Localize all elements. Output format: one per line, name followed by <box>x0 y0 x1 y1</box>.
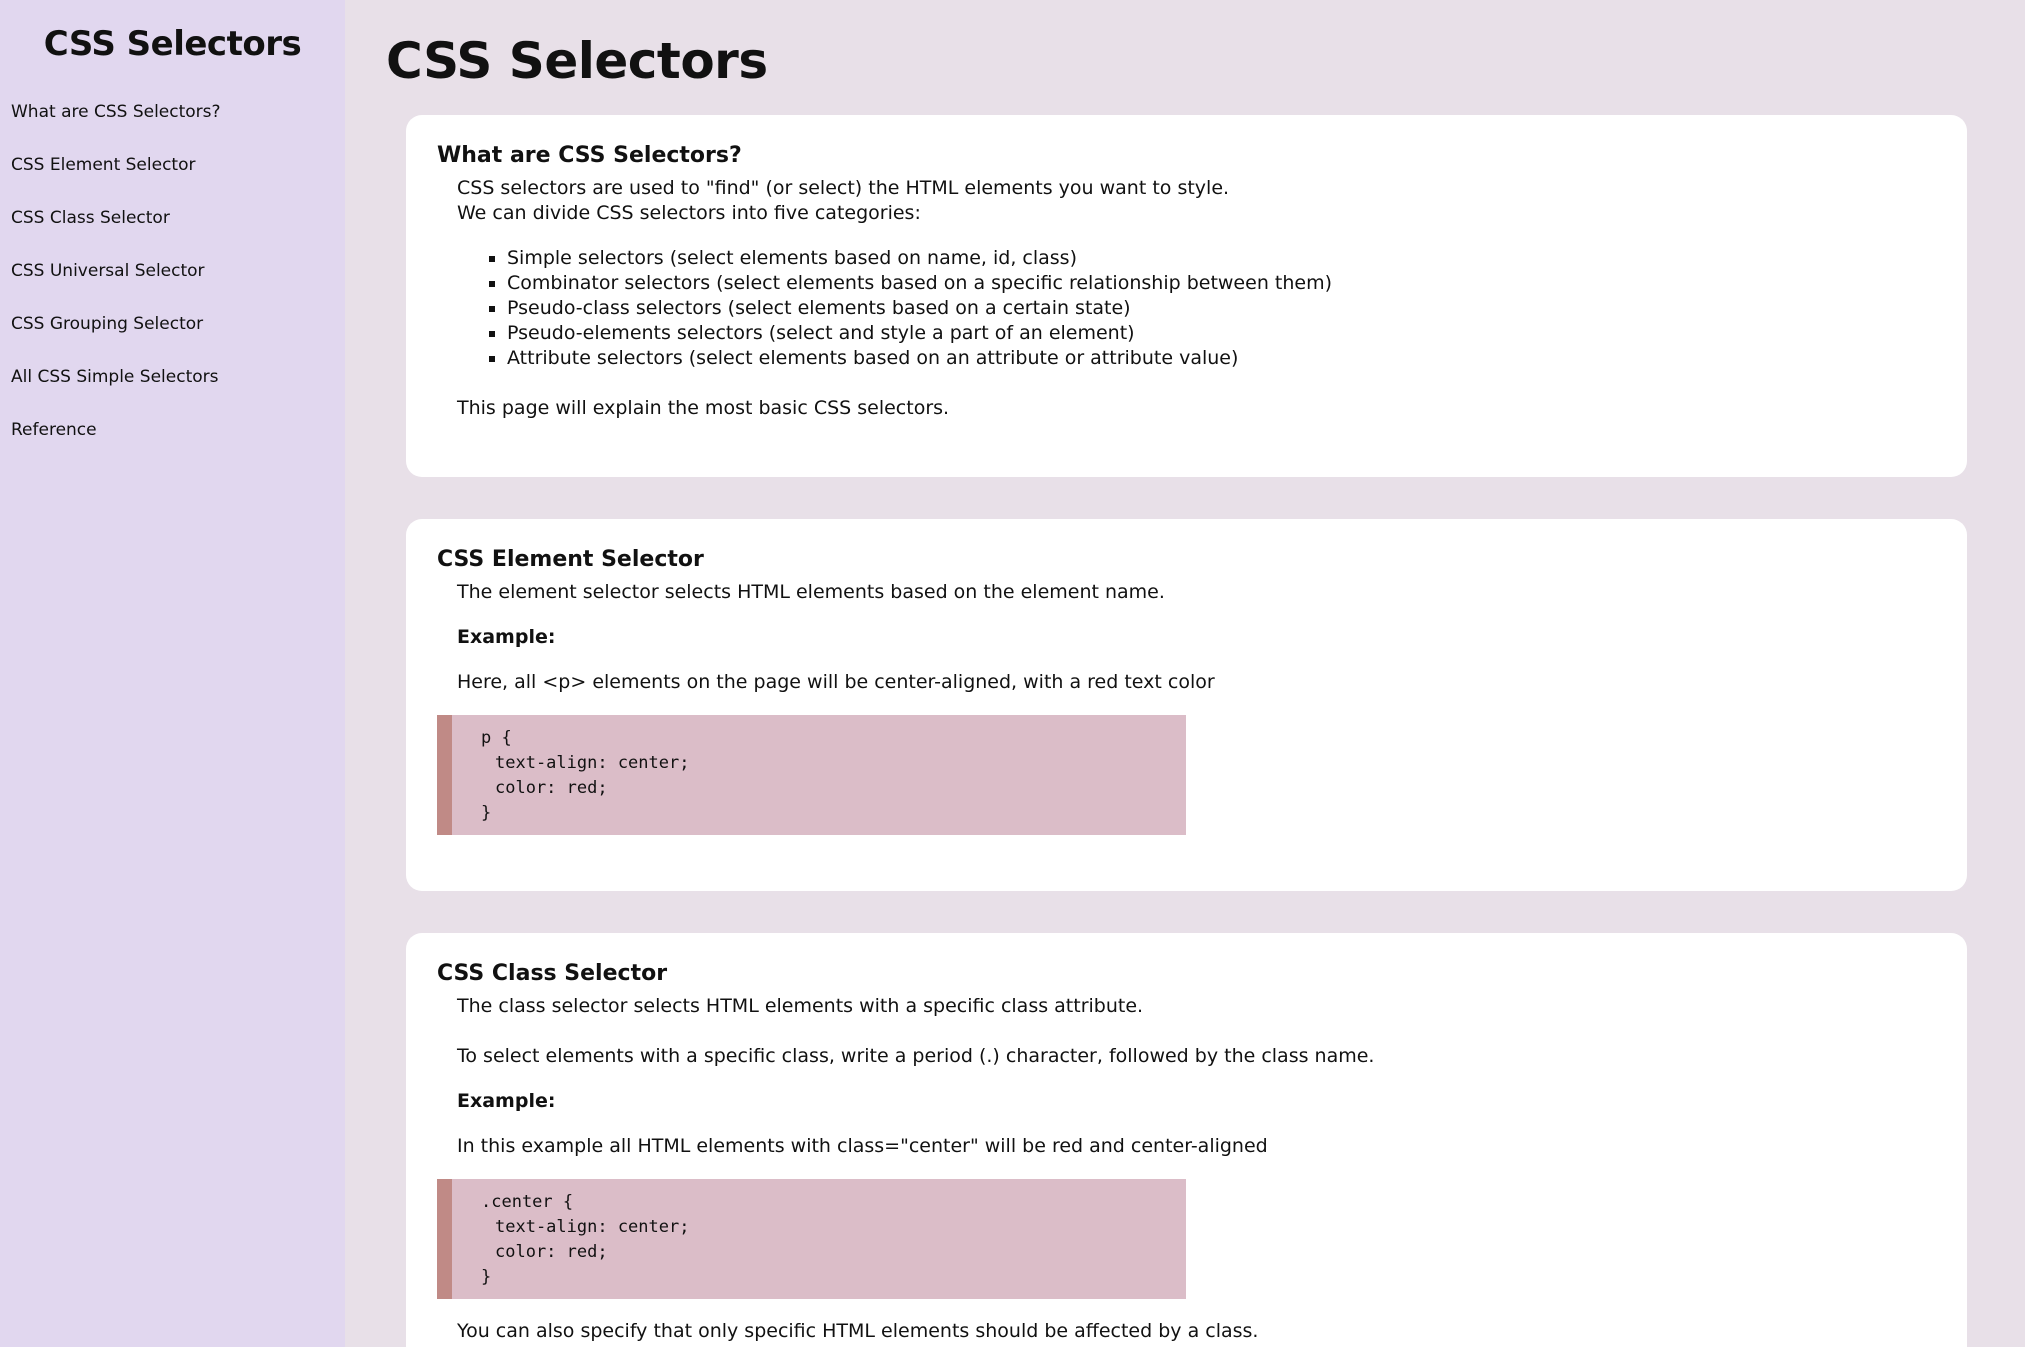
section-heading: CSS Element Selector <box>437 547 704 572</box>
example-label: Example: <box>457 626 556 648</box>
code-line: color: red; <box>495 778 608 798</box>
sidebar-item-what-are-selectors[interactable]: What are CSS Selectors? <box>11 102 221 122</box>
section-paragraph: Here, all <p> elements on the page will be center-aligned, with a red text color <box>457 671 1215 693</box>
section-paragraph: To select elements with a specific class, write a period (.) character, followed by the class name. <box>457 1045 1375 1067</box>
sidebar-nav <box>0 104 345 475</box>
code-line: text-align: center; <box>495 753 690 773</box>
code-line: } <box>481 1267 492 1287</box>
sidebar-item-simple-selectors[interactable]: All CSS Simple Selectors <box>11 367 219 387</box>
list-item: ▪ Simple selectors (select elements based on name, id, class) <box>507 246 1936 271</box>
sidebar-item-grouping-selector[interactable]: CSS Grouping Selector <box>11 314 204 334</box>
code-line: text-align: center; <box>495 1217 690 1237</box>
code-block <box>437 715 1186 835</box>
section-paragraph: The class selector selects HTML elements with a specific class attribute. <box>457 995 1144 1017</box>
section-heading: CSS Class Selector <box>437 961 668 986</box>
section-paragraph: This page will explain the most basic CSS selectors. <box>457 397 950 419</box>
code-line: } <box>481 803 492 823</box>
section-element-selector <box>406 519 1967 891</box>
page-title: CSS Selectors <box>386 32 768 90</box>
section-what-are-selectors <box>406 115 1967 477</box>
code-block <box>437 1179 1186 1299</box>
sidebar-title: CSS Selectors <box>43 24 302 64</box>
section-paragraph: We can divide CSS selectors into five categories: <box>457 202 921 224</box>
code-line: p { <box>481 728 512 748</box>
code-line: color: red; <box>495 1242 608 1262</box>
main-content <box>345 0 2025 1347</box>
list-item: ▪ Combinator selectors (select elements based on a specific relationship between them) <box>507 271 1936 296</box>
sidebar-item-reference[interactable]: Reference <box>11 420 97 440</box>
list-item: ▪ Attribute selectors (select elements based on an attribute or attribute value) <box>507 346 1936 371</box>
list-item: ▪ Pseudo-class selectors (select elements based on a certain state) <box>507 296 1936 321</box>
code-line: .center { <box>481 1192 574 1212</box>
categories-list <box>437 246 1936 371</box>
section-paragraph: In this example all HTML elements with class="center" will be red and center-aligned <box>457 1135 1268 1157</box>
section-class-selector <box>406 933 1967 1347</box>
sidebar <box>0 0 345 1347</box>
section-paragraph: The element selector selects HTML elements based on the element name. <box>457 581 1165 603</box>
section-paragraph: You can also specify that only specific HTML elements should be affected by a class. <box>457 1320 1259 1342</box>
example-label: Example: <box>457 1090 556 1112</box>
sidebar-item-element-selector[interactable]: CSS Element Selector <box>11 155 196 175</box>
sidebar-item-class-selector[interactable]: CSS Class Selector <box>11 208 170 228</box>
section-heading: What are CSS Selectors? <box>437 143 742 168</box>
list-item: ▪ Pseudo-elements selectors (select and style a part of an element) <box>507 321 1936 346</box>
section-paragraph: CSS selectors are used to "find" (or select) the HTML elements you want to style. <box>457 177 1230 199</box>
sidebar-item-universal-selector[interactable]: CSS Universal Selector <box>11 261 205 281</box>
